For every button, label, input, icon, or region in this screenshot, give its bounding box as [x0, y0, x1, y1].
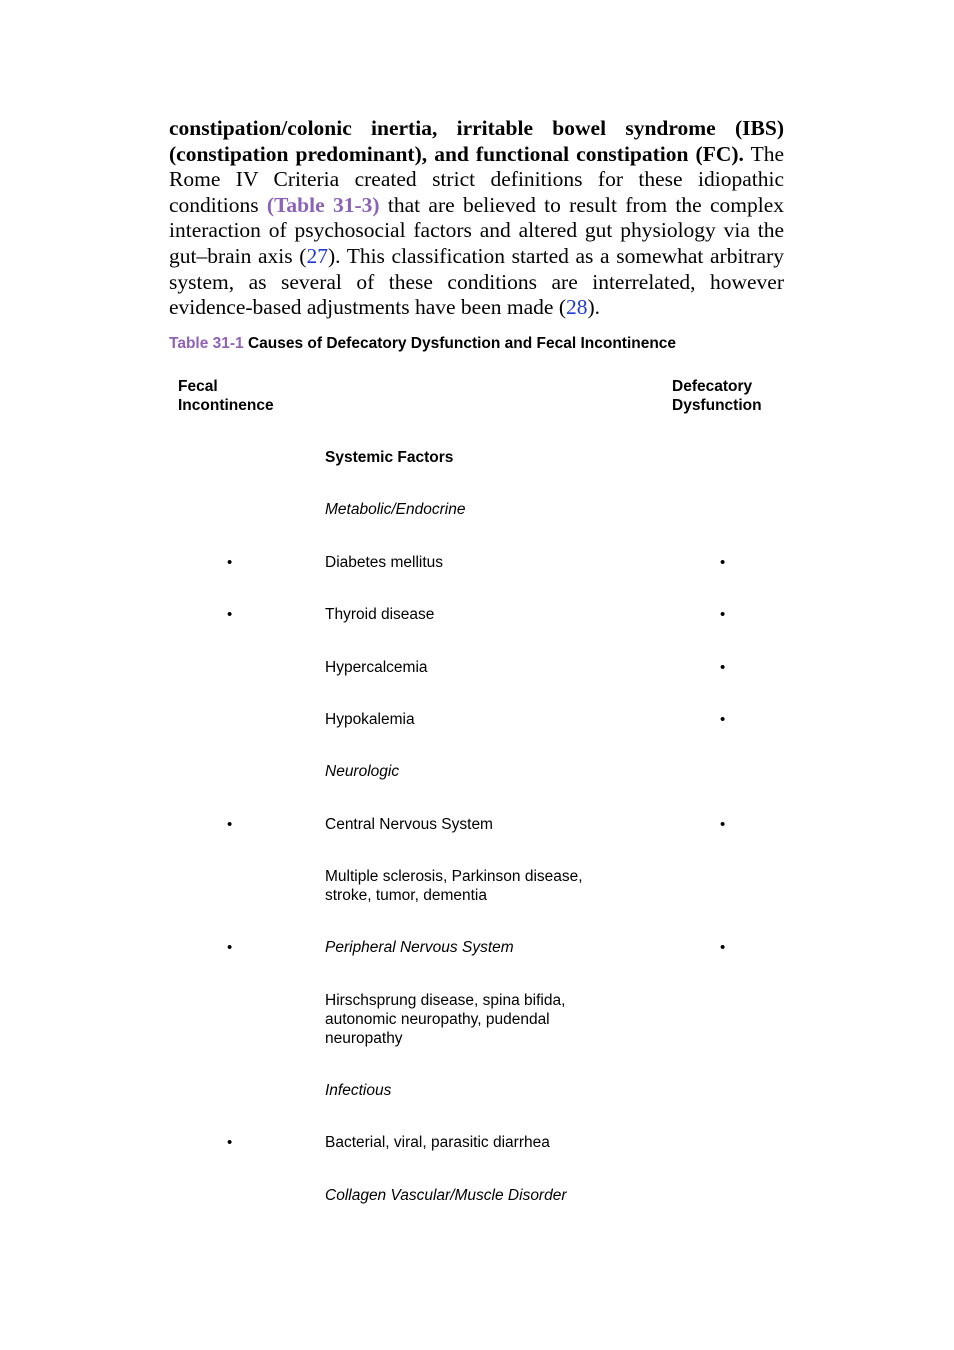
- table-row-label: Hirschsprung disease, spina bifida, autonomic neuropathy, pudendal neuropathy: [325, 992, 566, 1047]
- defecatory-dysfunction-bullet: •: [720, 659, 726, 676]
- paragraph-text-4: ).: [587, 295, 601, 320]
- paragraph-text-2: that are believed to result from the complex interaction of psychosocial factors and altered gut physiology via the gut–brain axis (: [169, 192, 784, 268]
- citation-link-27[interactable]: 27: [306, 243, 328, 268]
- page-body: [169, 116, 784, 353]
- table-row-label: Hypercalcemia: [325, 659, 428, 676]
- defecatory-dysfunction-bullet: •: [720, 816, 726, 833]
- defecatory-dysfunction-bullet: •: [720, 606, 726, 623]
- table-row-label: Systemic Factors: [325, 449, 454, 466]
- body-paragraph: [169, 116, 784, 321]
- fecal-incontinence-bullet: •: [227, 1134, 233, 1151]
- table-row-label: Thyroid disease: [325, 606, 435, 623]
- defecatory-dysfunction-bullet: •: [720, 939, 726, 956]
- table-caption-title: Causes of Defecatory Dysfunction and Fecal Incontinence: [243, 334, 677, 352]
- column-header-defecatory-line-1: Defecatory: [672, 378, 753, 395]
- fecal-incontinence-bullet: •: [227, 554, 233, 571]
- column-header-fecal-incontinence: [178, 377, 274, 415]
- table-row-label: Central Nervous System: [325, 816, 493, 833]
- defecatory-dysfunction-bullet: •: [720, 711, 726, 728]
- table-caption-number[interactable]: Table 31-1: [169, 334, 244, 352]
- table-row-label: Diabetes mellitus: [325, 554, 444, 571]
- column-header-defecatory-dysfunction: [672, 377, 762, 415]
- table-row-label: Neurologic: [325, 763, 400, 780]
- column-header-defecatory-line-2: Dysfunction: [672, 397, 762, 414]
- table-row-label: Peripheral Nervous System: [325, 939, 514, 956]
- fecal-incontinence-bullet: •: [227, 939, 233, 956]
- fecal-incontinence-bullet: •: [227, 606, 233, 623]
- table-row-label: Collagen Vascular/Muscle Disorder: [325, 1187, 567, 1204]
- paragraph-text-1: The Rome IV Criteria created strict definitions for these idiopathic conditions: [169, 141, 784, 217]
- citation-link-28[interactable]: 28: [565, 295, 588, 320]
- table-row-label: Bacterial, viral, parasitic diarrhea: [325, 1134, 550, 1151]
- fecal-incontinence-bullet: •: [227, 816, 233, 833]
- defecatory-dysfunction-bullet: •: [720, 554, 726, 571]
- column-header-fecal-line-1: Fecal: [178, 378, 218, 395]
- table-caption: [169, 335, 784, 353]
- table-row-label: Metabolic/Endocrine: [325, 501, 466, 518]
- table-row-label: Infectious: [325, 1082, 392, 1099]
- bold-lead-text: constipation/colonic inertia, irritable bowel syndrome (IBS) (constipation predominant), and functional constipation (FC).: [169, 116, 784, 166]
- table-row-label: Hypokalemia: [325, 711, 415, 728]
- paragraph-text-3: ). This classification started as a somewhat arbitrary system, as several of these conditions are interrelated, however evidence-based adjustments have been made (: [169, 243, 785, 320]
- table-reference-link[interactable]: (Table 31-3): [266, 192, 380, 217]
- table-row-label: Multiple sclerosis, Parkinson disease, stroke, tumor, dementia: [325, 868, 583, 904]
- column-header-fecal-line-2: Incontinence: [178, 397, 274, 414]
